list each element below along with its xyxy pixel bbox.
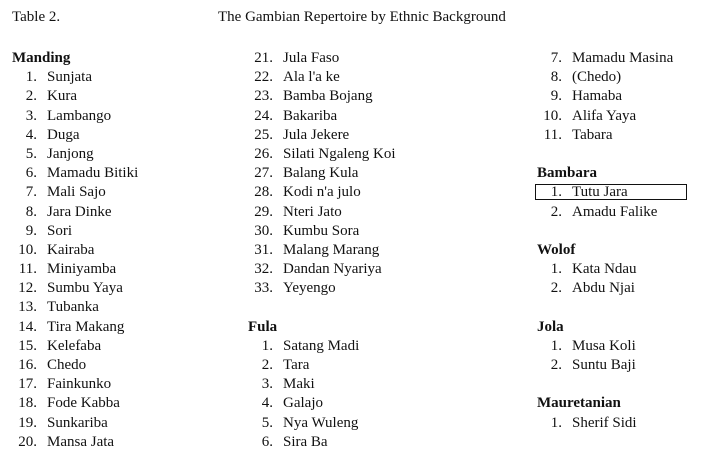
repertoire-item	[12, 87, 138, 106]
repertoire-item	[537, 126, 673, 145]
group-spacer	[537, 222, 673, 241]
column-1	[12, 49, 138, 452]
item-number: 2.	[25, 88, 37, 105]
repertoire-item	[537, 68, 673, 87]
repertoire-item	[248, 49, 396, 68]
item-number: 8.	[550, 69, 562, 86]
item-name: Sherif Sidi	[572, 414, 637, 431]
repertoire-item	[248, 145, 396, 164]
item-number: 6.	[25, 165, 37, 182]
repertoire-item	[12, 68, 138, 87]
item-name: Ala l'a ke	[283, 69, 340, 86]
repertoire-item	[248, 241, 396, 260]
repertoire-item	[537, 260, 673, 279]
item-name: Balang Kula	[283, 165, 359, 182]
item-name: Lambango	[47, 107, 112, 124]
repertoire-item	[248, 126, 396, 145]
repertoire-item	[537, 356, 673, 375]
repertoire-item	[12, 414, 138, 433]
item-number: 15.	[18, 337, 37, 354]
item-name: Maki	[283, 376, 315, 393]
repertoire-item	[537, 414, 673, 433]
repertoire-item	[248, 279, 396, 298]
repertoire-item	[12, 107, 138, 126]
item-name: Galajo	[283, 395, 323, 412]
repertoire-item	[248, 87, 396, 106]
repertoire-item	[248, 107, 396, 126]
item-number: 10.	[18, 241, 37, 258]
repertoire-item	[537, 107, 673, 126]
repertoire-item	[12, 260, 138, 279]
item-name: Miniyamba	[47, 261, 117, 278]
item-name: Duga	[47, 126, 80, 143]
repertoire-item	[248, 337, 396, 356]
item-name: Jula Faso	[283, 50, 340, 66]
repertoire-item	[248, 394, 396, 413]
item-name: Malang Marang	[283, 241, 380, 258]
item-number: 31.	[254, 241, 273, 258]
item-number: 12.	[18, 280, 37, 297]
repertoire-item	[12, 279, 138, 298]
repertoire-item	[248, 260, 396, 279]
repertoire-item	[12, 222, 138, 241]
item-name: Musa Koli	[572, 337, 636, 354]
repertoire-item	[12, 126, 138, 145]
group-heading: Manding	[12, 50, 71, 66]
repertoire-item	[12, 298, 138, 317]
item-number: 26.	[254, 145, 273, 162]
table-label: Table 2.	[12, 9, 61, 25]
item-number: 28.	[254, 184, 273, 201]
item-name: Kairaba	[47, 241, 95, 258]
item-name: Abdu Njai	[572, 280, 635, 297]
item-name: Dandan Nyariya	[283, 261, 382, 278]
item-name: Kata Ndau	[572, 261, 637, 278]
item-name: Amadu Falike	[572, 203, 658, 220]
group-spacer	[537, 145, 673, 164]
repertoire-item	[12, 318, 138, 337]
item-name: Alifa Yaya	[572, 107, 637, 124]
item-number: 1.	[261, 337, 273, 354]
item-number: 22.	[254, 69, 273, 86]
item-name: Sunkariba	[47, 414, 108, 431]
item-number: 4.	[25, 126, 37, 143]
item-name: Sira Ba	[283, 433, 328, 450]
highlight-box	[535, 184, 687, 200]
item-number: 11.	[18, 261, 37, 278]
item-name: Fode Kabba	[47, 395, 120, 412]
repertoire-item	[12, 394, 138, 413]
item-number: 14.	[18, 318, 37, 335]
item-number: 2.	[261, 357, 273, 373]
item-number: 3.	[25, 107, 37, 124]
repertoire-item	[12, 356, 138, 375]
item-name: Tara	[283, 357, 310, 373]
repertoire-item	[12, 183, 138, 202]
item-number: 8.	[25, 203, 37, 220]
item-name: Sunjata	[47, 69, 92, 86]
repertoire-item	[537, 203, 673, 222]
item-number: 25.	[254, 126, 273, 143]
repertoire-item	[12, 375, 138, 394]
repertoire-item	[537, 49, 673, 68]
repertoire-item	[248, 68, 396, 87]
item-name: Mali Sajo	[47, 184, 106, 201]
repertoire-item	[12, 203, 138, 222]
item-name: Kumbu Sora	[283, 222, 360, 239]
item-name: Sumbu Yaya	[47, 280, 123, 297]
group-spacer	[537, 375, 673, 394]
item-number: 33.	[254, 280, 273, 297]
item-number: 7.	[550, 50, 562, 66]
repertoire-item	[12, 164, 138, 183]
item-number: 9.	[550, 88, 562, 105]
item-name: Nteri Jato	[283, 203, 342, 220]
item-number: 17.	[18, 376, 37, 393]
repertoire-item	[12, 241, 138, 260]
item-number: 5.	[261, 414, 273, 431]
item-number: 6.	[261, 433, 273, 450]
repertoire-item	[12, 145, 138, 164]
repertoire-item	[248, 222, 396, 241]
item-name: Silati Ngaleng Koi	[283, 145, 396, 162]
repertoire-item	[248, 203, 396, 222]
repertoire-item	[248, 414, 396, 433]
group-heading: Bambara	[537, 165, 597, 182]
item-number: 3.	[261, 376, 273, 393]
item-number: 11.	[543, 126, 562, 143]
item-number: 21.	[254, 50, 273, 66]
group-heading: Mauretanian	[537, 395, 621, 412]
item-name: Tubanka	[47, 299, 99, 316]
repertoire-item	[12, 337, 138, 356]
item-number: 1.	[550, 337, 562, 354]
repertoire-item	[248, 164, 396, 183]
repertoire-item	[537, 337, 673, 356]
table-title: The Gambian Repertoire by Ethnic Background	[218, 9, 506, 25]
item-name: Nya Wuleng	[283, 414, 359, 431]
item-number: 2.	[550, 280, 562, 297]
item-number: 1.	[550, 414, 562, 431]
item-name: Tutu Jara	[572, 184, 628, 201]
item-name: Bamba Bojang	[283, 88, 373, 105]
item-name: Tira Makang	[47, 318, 125, 335]
item-name: Kodi n'a julo	[283, 184, 361, 201]
item-number: 27.	[254, 165, 273, 182]
item-name: Janjong	[47, 145, 94, 162]
item-number: 13.	[18, 299, 37, 316]
item-name: Bakariba	[283, 107, 338, 124]
column-2	[248, 49, 396, 452]
group-heading: Wolof	[537, 241, 576, 258]
item-name: Chedo	[47, 357, 87, 373]
repertoire-item	[248, 433, 396, 452]
item-name: Mansa Jata	[47, 433, 115, 450]
repertoire-item	[248, 183, 396, 202]
item-name: Yeyengo	[283, 280, 336, 297]
item-name: Satang Madi	[283, 337, 360, 354]
item-number: 30.	[254, 222, 273, 239]
item-name: (Chedo)	[572, 69, 622, 86]
item-number: 1.	[550, 184, 562, 201]
repertoire-item	[12, 433, 138, 452]
item-number: 23.	[254, 88, 273, 105]
item-name: Tabara	[572, 126, 613, 143]
item-number: 1.	[25, 69, 37, 86]
item-number: 16.	[18, 357, 37, 373]
item-number: 29.	[254, 203, 273, 220]
repertoire-item	[537, 87, 673, 106]
repertoire-item	[537, 279, 673, 298]
group-spacer	[248, 298, 396, 317]
item-name: Mamadu Bitiki	[47, 165, 139, 182]
item-name: Hamaba	[572, 88, 622, 105]
column-3	[537, 49, 673, 433]
item-name: Fainkunko	[47, 376, 112, 393]
item-number: 9.	[25, 222, 37, 239]
item-number: 10.	[543, 107, 562, 124]
item-number: 5.	[25, 145, 37, 162]
item-number: 1.	[550, 261, 562, 278]
repertoire-item	[248, 356, 396, 375]
item-name: Mamadu Masina	[572, 50, 674, 66]
item-number: 18.	[18, 395, 37, 412]
item-number: 7.	[25, 184, 37, 201]
item-number: 24.	[254, 107, 273, 124]
item-name: Jara Dinke	[47, 203, 112, 220]
item-number: 19.	[18, 414, 37, 431]
group-heading: Jola	[537, 318, 564, 335]
item-name: Jula Jekere	[283, 126, 350, 143]
repertoire-item	[248, 375, 396, 394]
repertoire-item	[537, 183, 673, 202]
item-number: 2.	[550, 357, 562, 373]
item-number: 2.	[550, 203, 562, 220]
item-number: 4.	[261, 395, 273, 412]
group-heading: Fula	[248, 318, 278, 335]
item-name: Kura	[47, 88, 77, 105]
item-name: Kelefaba	[47, 337, 102, 354]
item-number: 32.	[254, 261, 273, 278]
group-spacer	[537, 298, 673, 317]
item-name: Sori	[47, 222, 73, 239]
item-number: 20.	[18, 433, 37, 450]
item-name: Suntu Baji	[572, 357, 636, 373]
